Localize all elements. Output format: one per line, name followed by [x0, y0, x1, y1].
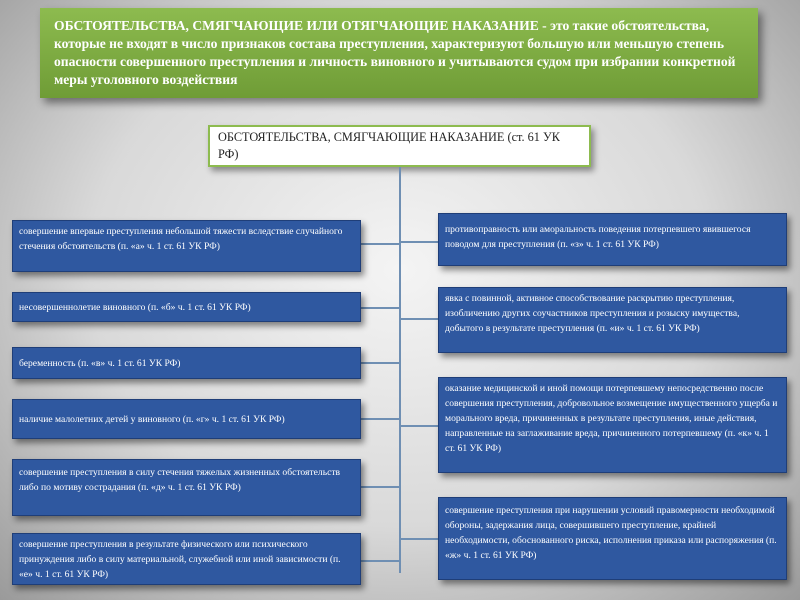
connector-trunk	[399, 167, 401, 573]
right-item-z: противоправность или аморальность поведения потерпевшего явившегося поводом для преступления (п. «з» ч. 1 ст. 61 УК РФ)	[438, 213, 787, 266]
connector-right-4	[400, 538, 438, 540]
definition-header: ОБСТОЯТЕЛЬСТВА, СМЯГЧАЮЩИЕ ИЛИ ОТЯГЧАЮЩИЕ НАКАЗАНИЕ - это такие обстоятельства, которые не входят в число признаков состава преступления, характеризуют большую или меньшую степень опасности совершенного преступления и личность виновного и учитываются судом при избрании конкретной меры уголовного воздействия	[40, 8, 758, 98]
right-item-k: оказание медицинской и иной помощи потерпевшему непосредственно после совершения преступления, добровольное возмещение имущественного ущерба и морального вреда, причиненных в результате преступления, иные действия, направленные на заглаживание вреда, причиненного потерпевшему (п. «к» ч. 1 ст. 61 УК РФ)	[438, 377, 787, 473]
connector-left-6	[361, 560, 400, 562]
connector-left-4	[361, 418, 400, 420]
right-item-i: явка с повинной, активное способствование раскрытию преступления, изобличению других соучастников преступления и розыску имущества, добытого в результате преступления (п. «и» ч. 1 ст. 61 УК РФ)	[438, 287, 787, 353]
connector-left-2	[361, 307, 400, 309]
left-item-d: совершение преступления в силу стечения тяжелых жизненных обстоятельств либо по мотиву сострадания (п. «д» ч. 1 ст. 61 УК РФ)	[12, 459, 361, 516]
left-item-b: несовершеннолетие виновного (п. «б» ч. 1 ст. 61 УК РФ)	[12, 292, 361, 322]
left-item-g: наличие малолетних детей у виновного (п. «г» ч. 1 ст. 61 УК РФ)	[12, 399, 361, 439]
connector-left-1	[361, 243, 400, 245]
connector-right-2	[400, 318, 438, 320]
connector-right-1	[400, 241, 438, 243]
connector-left-5	[361, 486, 400, 488]
left-item-a: совершение впервые преступления небольшой тяжести вследствие случайного стечения обстоятельств (п. «а» ч. 1 ст. 61 УК РФ)	[12, 220, 361, 272]
connector-left-3	[361, 362, 400, 364]
left-item-e: совершение преступления в результате физического или психического принуждения либо в силу материальной, служебной или иной зависимости (п. «е» ч. 1 ст. 61 УК РФ)	[12, 533, 361, 585]
connector-right-3	[400, 425, 438, 427]
mitigating-circumstances-title: ОБСТОЯТЕЛЬСТВА, СМЯГЧАЮЩИЕ НАКАЗАНИЕ (ст. 61 УК РФ)	[208, 125, 591, 167]
right-item-zh: совершение преступления при нарушении условий правомерности необходимой обороны, задержания лица, совершившего преступление, крайней необходимости, обоснованного риска, исполнения приказа или распоряжения (п. «ж» ч. 1 ст. 61 УК РФ)	[438, 497, 787, 580]
left-item-v: беременность (п. «в» ч. 1 ст. 61 УК РФ)	[12, 347, 361, 379]
